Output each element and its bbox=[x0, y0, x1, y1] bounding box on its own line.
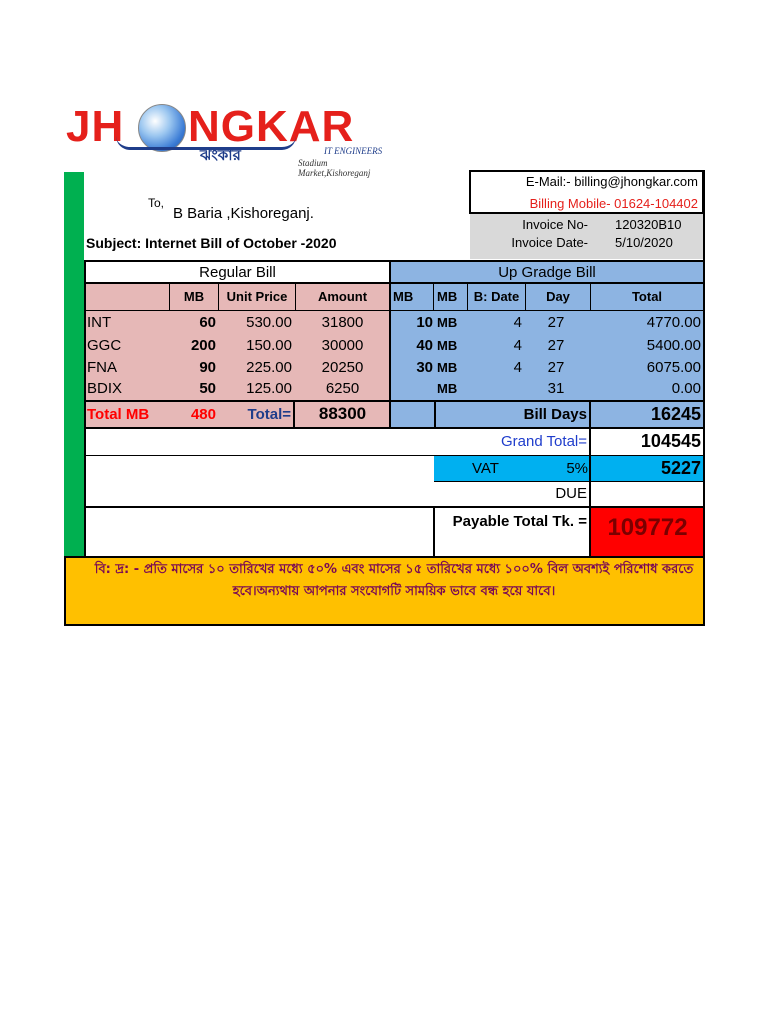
invoice-date-value: 5/10/2020 bbox=[615, 234, 673, 250]
grand-total-label: Grand Total= bbox=[500, 433, 587, 450]
col-header-total: Total bbox=[631, 288, 663, 304]
col-header-up-mb-unit: MB bbox=[437, 288, 458, 304]
table-row-price: 530.00 bbox=[246, 314, 292, 331]
regular-bill-title: Regular Bill bbox=[199, 264, 276, 281]
invoice-date-label: Invoice Date- bbox=[511, 234, 588, 250]
notice-line-2: হবে।অন্যথায় আপনার সংযোগটি সাময়িক ভাবে বন্ধ হয়ে যাবে। bbox=[232, 584, 556, 599]
billing-mobile-text: Billing Mobile- 01624-104402 bbox=[529, 195, 698, 211]
table-row-amount: 31800 bbox=[321, 314, 364, 331]
table-row-day: 27 bbox=[547, 359, 565, 376]
table-row-total: 6075.00 bbox=[646, 359, 701, 376]
table-row-price: 125.00 bbox=[246, 380, 292, 397]
col-header-up-mb: MB bbox=[393, 288, 414, 304]
due-label: DUE bbox=[555, 485, 587, 502]
table-row-total: 5400.00 bbox=[646, 337, 701, 354]
invoice-no-value: 120320B10 bbox=[615, 216, 682, 232]
table-row-day: 31 bbox=[547, 380, 565, 397]
table-row-b-date bbox=[468, 378, 522, 399]
recipient-name: B Baria ,Kishoreganj. bbox=[173, 204, 314, 222]
to-label: To, bbox=[148, 196, 165, 210]
table-row-mb-unit: MB bbox=[437, 381, 458, 396]
vat-percent: 5% bbox=[566, 459, 588, 477]
table-row-price: 225.00 bbox=[246, 359, 292, 376]
table-row-name: BDIX bbox=[87, 380, 123, 397]
total-mb-label: Total MB bbox=[87, 405, 150, 423]
table-row-b-date: 4 bbox=[513, 314, 522, 331]
table-row-mb: 50 bbox=[199, 380, 216, 397]
invoice-no-label: Invoice No- bbox=[522, 216, 588, 232]
table-row-mb: 90 bbox=[199, 359, 216, 376]
table-row-day: 27 bbox=[547, 314, 565, 331]
table-row-mb-unit: MB bbox=[437, 338, 458, 353]
payable-value: 109772 bbox=[607, 514, 688, 541]
table-row-up-mb: 40 bbox=[416, 337, 433, 354]
total-label: Total= bbox=[247, 405, 291, 423]
subject-line: Subject: Internet Bill of October -2020 bbox=[86, 235, 337, 251]
col-header-amount: Amount bbox=[317, 288, 368, 304]
col-header-b-date: B: Date bbox=[473, 288, 520, 304]
table-row-mb-unit: MB bbox=[437, 315, 458, 330]
table-row-mb-unit: MB bbox=[437, 360, 458, 375]
table-row-amount: 30000 bbox=[321, 337, 364, 354]
email-text: E-Mail:- billing@jhongkar.com bbox=[525, 173, 698, 189]
company-logo bbox=[66, 100, 396, 178]
total-amount-value: 88300 bbox=[318, 404, 367, 423]
col-header-mb: MB bbox=[183, 288, 205, 304]
logo-location: Stadium Market,Kishoreganj bbox=[298, 158, 371, 178]
payable-label: Payable Total Tk. = bbox=[452, 512, 587, 530]
table-row-mb: 200 bbox=[190, 337, 216, 354]
table-row-up-mb: 10 bbox=[416, 314, 433, 331]
table-row-mb: 60 bbox=[199, 314, 216, 331]
logo-brand-right: NGKAR bbox=[188, 102, 355, 151]
table-row-price: 150.00 bbox=[246, 337, 292, 354]
table-row-amount: 6250 bbox=[325, 380, 360, 397]
notice-line-1: বি: দ্র: - প্রতি মাসের ১০ তারিখের মধ্যে ৫০% এবং মাসের ১৫ তারিখের মধ্যে ১০০% বিল অবশ্যই পরিশোধ করতে bbox=[94, 562, 694, 577]
table-row-day: 27 bbox=[547, 337, 565, 354]
table-row-total: 4770.00 bbox=[646, 314, 701, 331]
table-row-name: FNA bbox=[87, 359, 117, 376]
table-row-name: INT bbox=[87, 314, 112, 331]
bill-days-value: 16245 bbox=[650, 403, 701, 424]
logo-tagline: IT ENGINEERS bbox=[324, 146, 383, 156]
table-row-b-date: 4 bbox=[513, 359, 522, 376]
bill-days-label: Bill Days bbox=[523, 405, 587, 423]
table-row-name: GGC bbox=[87, 337, 122, 354]
logo-bangla: ঝংকার bbox=[200, 146, 241, 164]
grand-total-value: 104545 bbox=[640, 431, 701, 451]
table-row-b-date: 4 bbox=[513, 337, 522, 354]
table-row-total: 0.00 bbox=[671, 380, 701, 397]
upgrade-bill-title: Up Gradge Bill bbox=[498, 264, 596, 281]
col-header-day: Day bbox=[546, 288, 570, 304]
logo-brand-left: JH bbox=[66, 102, 125, 151]
vat-value: 5227 bbox=[660, 457, 701, 478]
table-row-amount: 20250 bbox=[321, 359, 364, 376]
col-header-unit-price: Unit Price bbox=[226, 288, 288, 304]
total-mb-value: 480 bbox=[190, 405, 216, 423]
vat-label: VAT bbox=[472, 459, 499, 477]
table-row-up-mb bbox=[391, 378, 433, 399]
notice-text bbox=[86, 559, 702, 621]
table-row-up-mb: 30 bbox=[416, 359, 433, 376]
